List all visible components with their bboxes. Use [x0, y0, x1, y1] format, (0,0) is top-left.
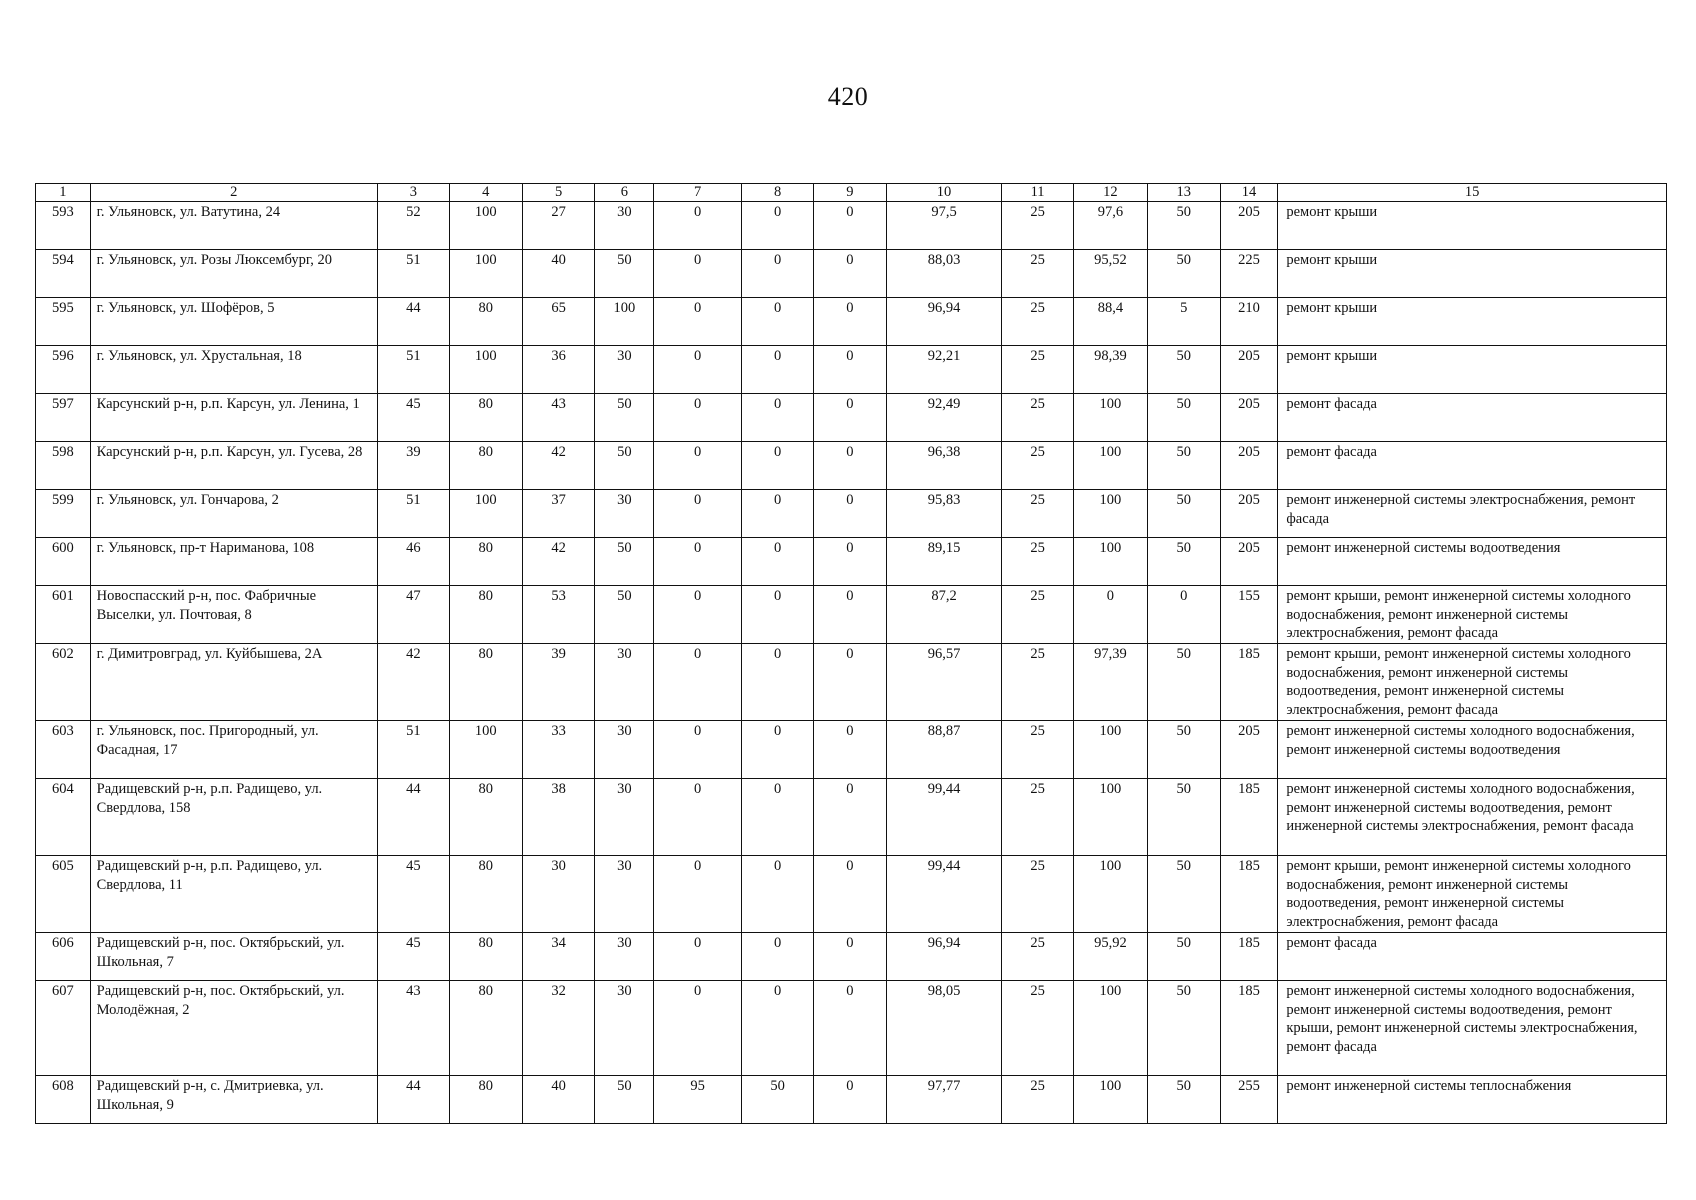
value-cell: 0 [654, 721, 742, 779]
total-cell: 205 [1220, 490, 1278, 538]
value-cell: 50 [595, 394, 654, 442]
works-table-container [35, 183, 1667, 1124]
column-header: 2 [90, 184, 377, 202]
value-cell: 40 [522, 1076, 595, 1124]
row-number: 603 [36, 721, 91, 779]
table-row [36, 1076, 1667, 1124]
value-cell: 34 [522, 933, 595, 981]
value-cell: 0 [742, 586, 814, 644]
table-row [36, 933, 1667, 981]
value-cell: 99,44 [886, 856, 1001, 933]
total-cell: 225 [1220, 250, 1278, 298]
value-cell: 50 [1147, 538, 1220, 586]
value-cell: 96,57 [886, 644, 1001, 721]
value-cell: 0 [1074, 586, 1148, 644]
value-cell: 53 [522, 586, 595, 644]
value-cell: 80 [449, 856, 522, 933]
value-cell: 25 [1002, 721, 1074, 779]
value-cell: 100 [1074, 538, 1148, 586]
value-cell: 50 [1147, 721, 1220, 779]
value-cell: 0 [742, 644, 814, 721]
address-cell: Новоспасский р-н, пос. Фабричные Выселки, ул. Почтовая, 8 [90, 586, 377, 644]
address-cell: г. Ульяновск, ул. Ватутина, 24 [90, 202, 377, 250]
value-cell: 0 [654, 346, 742, 394]
work-type-cell: ремонт инженерной системы холодного водоснабжения, ремонт инженерной системы водоотведения, ремонт крыши, ремонт инженерной системы электроснабжения, ремонт фасада [1278, 981, 1667, 1076]
value-cell: 47 [377, 586, 449, 644]
value-cell: 30 [595, 779, 654, 856]
value-cell: 0 [742, 933, 814, 981]
total-cell: 255 [1220, 1076, 1278, 1124]
total-cell: 210 [1220, 298, 1278, 346]
value-cell: 80 [449, 538, 522, 586]
row-number: 602 [36, 644, 91, 721]
address-cell: Радищевский р-н, с. Дмитриевка, ул. Школьная, 9 [90, 1076, 377, 1124]
value-cell: 92,49 [886, 394, 1001, 442]
value-cell: 100 [449, 490, 522, 538]
work-type-cell: ремонт крыши [1278, 202, 1667, 250]
value-cell: 46 [377, 538, 449, 586]
value-cell: 30 [595, 202, 654, 250]
table-row [36, 250, 1667, 298]
work-type-cell: ремонт инженерной системы водоотведения [1278, 538, 1667, 586]
row-number: 600 [36, 538, 91, 586]
value-cell: 43 [377, 981, 449, 1076]
value-cell: 97,5 [886, 202, 1001, 250]
value-cell: 87,2 [886, 586, 1001, 644]
row-number: 606 [36, 933, 91, 981]
row-number: 598 [36, 442, 91, 490]
value-cell: 45 [377, 856, 449, 933]
value-cell: 100 [1074, 490, 1148, 538]
total-cell: 185 [1220, 856, 1278, 933]
address-cell: г. Ульяновск, пр-т Нариманова, 108 [90, 538, 377, 586]
row-number: 597 [36, 394, 91, 442]
value-cell: 0 [814, 442, 887, 490]
column-header: 1 [36, 184, 91, 202]
work-type-cell: ремонт фасада [1278, 442, 1667, 490]
column-header: 15 [1278, 184, 1667, 202]
value-cell: 100 [449, 346, 522, 394]
table-row [36, 442, 1667, 490]
value-cell: 30 [595, 933, 654, 981]
value-cell: 37 [522, 490, 595, 538]
value-cell: 95 [654, 1076, 742, 1124]
column-header: 8 [742, 184, 814, 202]
value-cell: 100 [1074, 779, 1148, 856]
column-header: 6 [595, 184, 654, 202]
row-number: 605 [36, 856, 91, 933]
value-cell: 50 [1147, 933, 1220, 981]
value-cell: 100 [1074, 721, 1148, 779]
value-cell: 95,92 [1074, 933, 1148, 981]
value-cell: 0 [814, 346, 887, 394]
value-cell: 0 [654, 981, 742, 1076]
value-cell: 100 [595, 298, 654, 346]
value-cell: 33 [522, 721, 595, 779]
value-cell: 95,52 [1074, 250, 1148, 298]
value-cell: 0 [742, 779, 814, 856]
value-cell: 50 [1147, 981, 1220, 1076]
work-type-cell: ремонт крыши, ремонт инженерной системы холодного водоснабжения, ремонт инженерной системы водоотведения, ремонт инженерной системы электроснабжения, ремонт фасада [1278, 856, 1667, 933]
column-header: 3 [377, 184, 449, 202]
total-cell: 205 [1220, 346, 1278, 394]
total-cell: 205 [1220, 394, 1278, 442]
value-cell: 0 [814, 394, 887, 442]
work-type-cell: ремонт инженерной системы холодного водоснабжения, ремонт инженерной системы водоотведения, ремонт инженерной системы электроснабжения, ремонт фасада [1278, 779, 1667, 856]
value-cell: 98,05 [886, 981, 1001, 1076]
column-header: 12 [1074, 184, 1148, 202]
value-cell: 100 [449, 202, 522, 250]
value-cell: 51 [377, 721, 449, 779]
column-header: 10 [886, 184, 1001, 202]
value-cell: 42 [522, 442, 595, 490]
table-row [36, 538, 1667, 586]
value-cell: 50 [595, 538, 654, 586]
value-cell: 80 [449, 779, 522, 856]
value-cell: 0 [742, 394, 814, 442]
value-cell: 50 [1147, 856, 1220, 933]
value-cell: 50 [1147, 1076, 1220, 1124]
table-row [36, 298, 1667, 346]
table-row [36, 856, 1667, 933]
table-row [36, 394, 1667, 442]
value-cell: 0 [742, 298, 814, 346]
page-number: 420 [827, 82, 869, 111]
address-cell: г. Ульяновск, ул. Гончарова, 2 [90, 490, 377, 538]
value-cell: 80 [449, 1076, 522, 1124]
value-cell: 25 [1002, 250, 1074, 298]
address-cell: г. Димитровград, ул. Куйбышева, 2А [90, 644, 377, 721]
value-cell: 36 [522, 346, 595, 394]
value-cell: 50 [742, 1076, 814, 1124]
value-cell: 100 [1074, 442, 1148, 490]
row-number: 601 [36, 586, 91, 644]
value-cell: 0 [654, 933, 742, 981]
value-cell: 50 [1147, 202, 1220, 250]
value-cell: 25 [1002, 981, 1074, 1076]
work-type-cell: ремонт фасада [1278, 933, 1667, 981]
value-cell: 97,6 [1074, 202, 1148, 250]
value-cell: 25 [1002, 298, 1074, 346]
value-cell: 42 [522, 538, 595, 586]
address-cell: г. Ульяновск, пос. Пригородный, ул. Фасадная, 17 [90, 721, 377, 779]
value-cell: 88,03 [886, 250, 1001, 298]
value-cell: 39 [522, 644, 595, 721]
column-header: 14 [1220, 184, 1278, 202]
value-cell: 0 [814, 981, 887, 1076]
value-cell: 45 [377, 394, 449, 442]
total-cell: 185 [1220, 981, 1278, 1076]
value-cell: 0 [742, 721, 814, 779]
value-cell: 25 [1002, 442, 1074, 490]
value-cell: 0 [742, 856, 814, 933]
value-cell: 25 [1002, 933, 1074, 981]
table-row [36, 644, 1667, 721]
value-cell: 30 [595, 981, 654, 1076]
value-cell: 0 [814, 202, 887, 250]
value-cell: 80 [449, 981, 522, 1076]
row-number: 604 [36, 779, 91, 856]
total-cell: 205 [1220, 442, 1278, 490]
table-row [36, 490, 1667, 538]
value-cell: 43 [522, 394, 595, 442]
row-number: 599 [36, 490, 91, 538]
value-cell: 32 [522, 981, 595, 1076]
table-row [36, 981, 1667, 1076]
value-cell: 99,44 [886, 779, 1001, 856]
address-cell: г. Ульяновск, ул. Шофёров, 5 [90, 298, 377, 346]
value-cell: 80 [449, 933, 522, 981]
value-cell: 0 [654, 538, 742, 586]
value-cell: 96,38 [886, 442, 1001, 490]
value-cell: 88,4 [1074, 298, 1148, 346]
address-cell: Радищевский р-н, пос. Октябрьский, ул. Молодёжная, 2 [90, 981, 377, 1076]
value-cell: 0 [742, 981, 814, 1076]
value-cell: 50 [1147, 490, 1220, 538]
address-cell: Карсунский р-н, р.п. Карсун, ул. Ленина, 1 [90, 394, 377, 442]
value-cell: 50 [1147, 779, 1220, 856]
value-cell: 100 [1074, 394, 1148, 442]
value-cell: 0 [742, 538, 814, 586]
value-cell: 92,21 [886, 346, 1001, 394]
value-cell: 89,15 [886, 538, 1001, 586]
value-cell: 40 [522, 250, 595, 298]
value-cell: 0 [654, 779, 742, 856]
value-cell: 0 [814, 250, 887, 298]
row-number: 608 [36, 1076, 91, 1124]
work-type-cell: ремонт крыши [1278, 298, 1667, 346]
table-row [36, 202, 1667, 250]
value-cell: 0 [654, 586, 742, 644]
value-cell: 0 [814, 779, 887, 856]
value-cell: 100 [1074, 981, 1148, 1076]
value-cell: 100 [449, 250, 522, 298]
row-number: 595 [36, 298, 91, 346]
value-cell: 25 [1002, 856, 1074, 933]
value-cell: 25 [1002, 1076, 1074, 1124]
value-cell: 38 [522, 779, 595, 856]
table-row [36, 586, 1667, 644]
value-cell: 0 [654, 394, 742, 442]
value-cell: 0 [654, 490, 742, 538]
value-cell: 51 [377, 346, 449, 394]
value-cell: 0 [1147, 586, 1220, 644]
value-cell: 0 [654, 644, 742, 721]
work-type-cell: ремонт крыши [1278, 346, 1667, 394]
value-cell: 27 [522, 202, 595, 250]
value-cell: 25 [1002, 779, 1074, 856]
value-cell: 50 [595, 586, 654, 644]
value-cell: 50 [1147, 644, 1220, 721]
total-cell: 205 [1220, 538, 1278, 586]
address-cell: Радищевский р-н, пос. Октябрьский, ул. Школьная, 7 [90, 933, 377, 981]
value-cell: 39 [377, 442, 449, 490]
value-cell: 25 [1002, 202, 1074, 250]
value-cell: 96,94 [886, 298, 1001, 346]
total-cell: 155 [1220, 586, 1278, 644]
value-cell: 25 [1002, 644, 1074, 721]
value-cell: 0 [814, 586, 887, 644]
value-cell: 50 [1147, 394, 1220, 442]
value-cell: 0 [814, 933, 887, 981]
row-number: 596 [36, 346, 91, 394]
value-cell: 80 [449, 586, 522, 644]
total-cell: 185 [1220, 933, 1278, 981]
value-cell: 80 [449, 644, 522, 721]
value-cell: 51 [377, 490, 449, 538]
value-cell: 0 [814, 490, 887, 538]
value-cell: 100 [1074, 1076, 1148, 1124]
value-cell: 0 [654, 442, 742, 490]
works-table [35, 183, 1667, 1124]
row-number: 594 [36, 250, 91, 298]
value-cell: 45 [377, 933, 449, 981]
value-cell: 95,83 [886, 490, 1001, 538]
value-cell: 0 [814, 721, 887, 779]
column-header: 13 [1147, 184, 1220, 202]
value-cell: 0 [742, 490, 814, 538]
value-cell: 30 [595, 346, 654, 394]
total-cell: 185 [1220, 644, 1278, 721]
table-row [36, 779, 1667, 856]
value-cell: 50 [1147, 346, 1220, 394]
address-cell: Радищевский р-н, р.п. Радищево, ул. Свердлова, 11 [90, 856, 377, 933]
column-header: 9 [814, 184, 887, 202]
value-cell: 97,77 [886, 1076, 1001, 1124]
column-header: 4 [449, 184, 522, 202]
work-type-cell: ремонт фасада [1278, 394, 1667, 442]
column-header: 11 [1002, 184, 1074, 202]
value-cell: 0 [814, 644, 887, 721]
value-cell: 25 [1002, 538, 1074, 586]
value-cell: 51 [377, 250, 449, 298]
value-cell: 100 [1074, 856, 1148, 933]
value-cell: 65 [522, 298, 595, 346]
value-cell: 25 [1002, 346, 1074, 394]
value-cell: 44 [377, 779, 449, 856]
address-cell: г. Ульяновск, ул. Розы Люксембург, 20 [90, 250, 377, 298]
value-cell: 0 [654, 250, 742, 298]
value-cell: 0 [742, 346, 814, 394]
work-type-cell: ремонт крыши, ремонт инженерной системы холодного водоснабжения, ремонт инженерной системы водоотведения, ремонт инженерной системы электроснабжения, ремонт фасада [1278, 644, 1667, 721]
value-cell: 0 [742, 202, 814, 250]
value-cell: 50 [595, 442, 654, 490]
value-cell: 0 [814, 538, 887, 586]
value-cell: 5 [1147, 298, 1220, 346]
value-cell: 30 [595, 644, 654, 721]
value-cell: 50 [595, 250, 654, 298]
value-cell: 42 [377, 644, 449, 721]
table-row [36, 346, 1667, 394]
value-cell: 0 [654, 202, 742, 250]
total-cell: 205 [1220, 721, 1278, 779]
table-row [36, 721, 1667, 779]
address-cell: Карсунский р-н, р.п. Карсун, ул. Гусева, 28 [90, 442, 377, 490]
value-cell: 0 [814, 298, 887, 346]
value-cell: 25 [1002, 394, 1074, 442]
value-cell: 98,39 [1074, 346, 1148, 394]
row-number: 593 [36, 202, 91, 250]
value-cell: 30 [595, 721, 654, 779]
work-type-cell: ремонт инженерной системы электроснабжения, ремонт фасада [1278, 490, 1667, 538]
work-type-cell: ремонт крыши [1278, 250, 1667, 298]
value-cell: 0 [742, 250, 814, 298]
column-header: 7 [654, 184, 742, 202]
value-cell: 96,94 [886, 933, 1001, 981]
value-cell: 80 [449, 394, 522, 442]
value-cell: 100 [449, 721, 522, 779]
address-cell: Радищевский р-н, р.п. Радищево, ул. Свердлова, 158 [90, 779, 377, 856]
header-row [36, 184, 1667, 202]
value-cell: 30 [595, 856, 654, 933]
value-cell: 0 [654, 298, 742, 346]
value-cell: 30 [595, 490, 654, 538]
work-type-cell: ремонт инженерной системы холодного водоснабжения, ремонт инженерной системы водоотведения [1278, 721, 1667, 779]
value-cell: 0 [814, 1076, 887, 1124]
work-type-cell: ремонт инженерной системы теплоснабжения [1278, 1076, 1667, 1124]
value-cell: 50 [595, 1076, 654, 1124]
work-type-cell: ремонт крыши, ремонт инженерной системы холодного водоснабжения, ремонт инженерной системы электроснабжения, ремонт фасада [1278, 586, 1667, 644]
total-cell: 205 [1220, 202, 1278, 250]
value-cell: 30 [522, 856, 595, 933]
value-cell: 97,39 [1074, 644, 1148, 721]
value-cell: 80 [449, 442, 522, 490]
value-cell: 0 [814, 856, 887, 933]
value-cell: 80 [449, 298, 522, 346]
total-cell: 185 [1220, 779, 1278, 856]
value-cell: 50 [1147, 442, 1220, 490]
value-cell: 88,87 [886, 721, 1001, 779]
value-cell: 25 [1002, 490, 1074, 538]
value-cell: 44 [377, 1076, 449, 1124]
value-cell: 50 [1147, 250, 1220, 298]
value-cell: 0 [654, 856, 742, 933]
row-number: 607 [36, 981, 91, 1076]
column-header: 5 [522, 184, 595, 202]
value-cell: 44 [377, 298, 449, 346]
value-cell: 25 [1002, 586, 1074, 644]
value-cell: 0 [742, 442, 814, 490]
value-cell: 52 [377, 202, 449, 250]
address-cell: г. Ульяновск, ул. Хрустальная, 18 [90, 346, 377, 394]
